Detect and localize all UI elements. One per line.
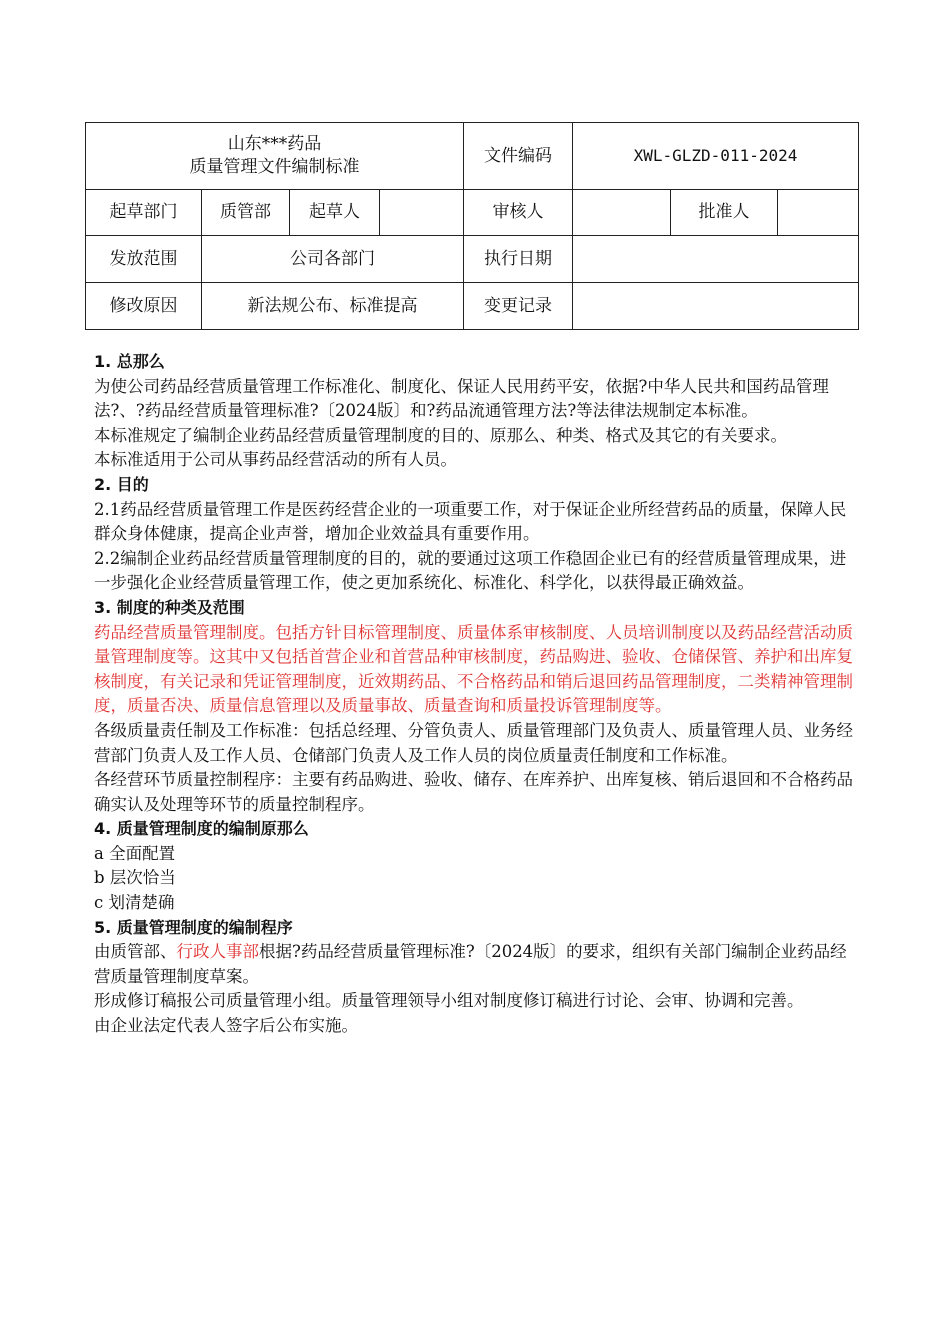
- draft-dept-value: 质管部: [202, 190, 290, 236]
- list-item: b 层次恰当: [94, 868, 176, 888]
- exec-date-value: [573, 236, 859, 283]
- approver-value: [778, 190, 859, 236]
- reason-label: 修改原因: [86, 283, 202, 330]
- section-1-heading: 1. 总那么: [94, 352, 165, 371]
- section-3-highlighted-paragraph: 药品经营质量管理制度。包括方针目标管理制度、质量体系审核制度、人员培训制度以及药品经营活动质量管理制度等。这其中又包括首营企业和首营品种审核制度，药品购进、验收、仓储保管、养护和出库复核制度，有关记录和凭证管理制度，近效期药品、不合格药品和销后退回药品管理制度，二类精神管理制度，质量否决、质量信息管理以及质量事故、质量查询和质量投诉管理制度等。: [94, 622, 853, 716]
- drafter-value: [380, 190, 464, 236]
- section-1-paragraph: 本标准适用于公司从事药品经营活动的所有人员。: [94, 450, 457, 470]
- section-3-paragraph: 各经营环节质量控制程序：主要有药品购进、验收、储存、在库养护、出库复核、销后退回和不合格药品确实认及处理等环节的质量控制程序。: [94, 770, 853, 814]
- text-run: 根据?药品经营质量管理标准?〔2024版〕的要求，组织有关部门编制企业药品经营质量管理制度草案。: [94, 942, 847, 986]
- draft-dept-label: 起草部门: [86, 190, 202, 236]
- document-body: [94, 350, 858, 1039]
- section-2-heading: 2. 目的: [94, 474, 149, 494]
- drafter-label: 起草人: [290, 190, 380, 236]
- reason-value: 新法规公布、标准提高: [202, 283, 464, 330]
- text-run: 由质管部、: [94, 942, 177, 962]
- company-title-cell: [86, 123, 464, 190]
- scope-label: 发放范围: [86, 236, 202, 283]
- section-1-paragraph: 为使公司药品经营质量管理工作标准化、制度化、保证人民用药平安，依据?中华人民共和国药品管理法?、?药品经营质量管理标准?〔2024版〕和?药品流通管理方法?等法律法规制定本标准。: [94, 376, 829, 421]
- approver-label: 批准人: [671, 190, 778, 236]
- section-3-heading: 3. 制度的种类及范围: [94, 597, 245, 617]
- document-title: 质量管理文件编制标准: [189, 157, 360, 177]
- change-value: [573, 283, 859, 330]
- reviewer-label: 审核人: [464, 190, 573, 236]
- section-5-paragraph: 形成修订稿报公司质量管理小组。质量管理领导小组对制度修订稿进行讨论、会审、协调和完善。: [94, 991, 804, 1011]
- company-name: 山东***药品: [227, 134, 322, 155]
- change-label: 变更记录: [464, 283, 573, 330]
- list-item: a 全面配置: [94, 843, 176, 863]
- code-value: XWL-GLZD-011-2024: [573, 123, 859, 190]
- code-label: 文件编码: [464, 123, 573, 190]
- section-4-heading: 4. 质量管理制度的编制原那么: [94, 819, 309, 839]
- section-5-paragraph: [94, 940, 858, 989]
- exec-date-label: 执行日期: [464, 236, 573, 283]
- section-2-paragraph: 2.1药品经营质量管理工作是医药经营企业的一项重要工作，对于保证企业所经营药品的质量，保障人民群众身体健康，提高企业声誉，增加企业效益具有重要作用。: [94, 499, 847, 544]
- section-1-paragraph: 本标准规定了编制企业药品经营质量管理制度的目的、原那么、种类、格式及其它的有关要求。: [94, 425, 787, 445]
- section-5-paragraph: 由企业法定代表人签字后公布实施。: [94, 1016, 358, 1036]
- section-3-paragraph: 各级质量责任制及工作标准：包括总经理、分管负责人、质量管理部门及负责人、质量管理人员、业务经营部门负责人及工作人员、仓储部门负责人及工作人员的岗位质量责任制度和工作标准。: [94, 720, 853, 765]
- section-2-paragraph: 2.2编制企业药品经营质量管理制度的目的，就的要通过这项工作稳固企业已有的经营质量管理成果，进一步强化企业经营质量管理工作，使之更加系统化、标准化、科学化，以获得最正确效益。: [94, 548, 847, 593]
- document-header-table: [85, 122, 859, 330]
- highlighted-department: 行政人事部: [176, 942, 259, 962]
- section-5-heading: 5. 质量管理制度的编制程序: [94, 917, 293, 937]
- reviewer-value: [573, 190, 671, 236]
- scope-value: 公司各部门: [202, 236, 464, 283]
- list-item: c 划清楚确: [94, 893, 175, 913]
